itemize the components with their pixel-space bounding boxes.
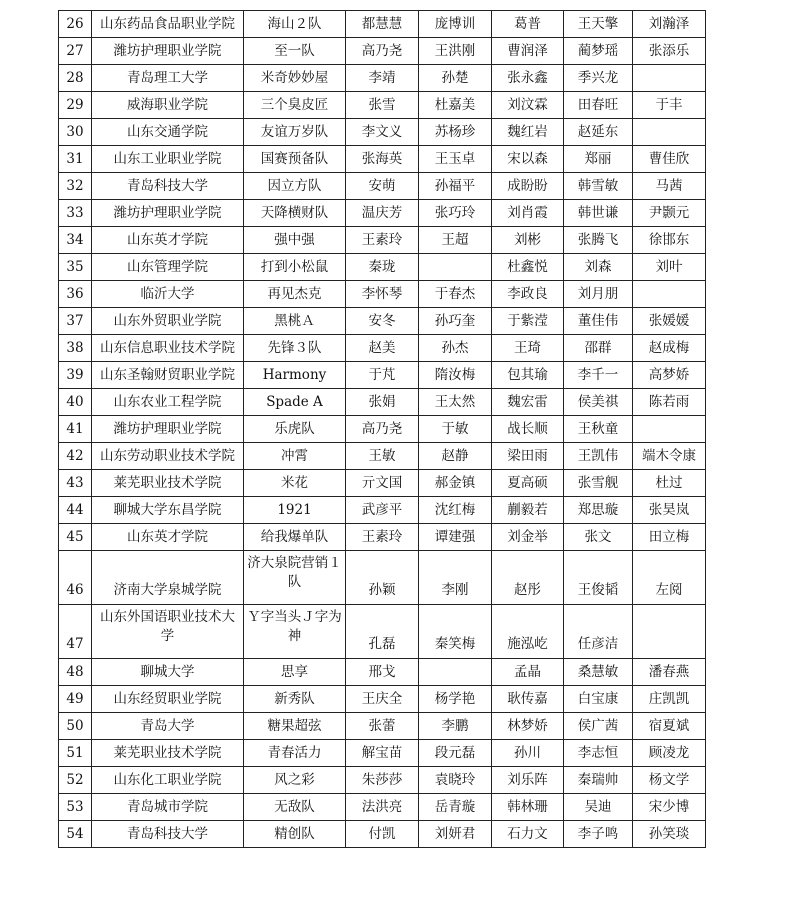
team-name-cell: 因立方队 <box>244 173 346 200</box>
member-4-cell: 刘月朋 <box>564 281 633 308</box>
school-name-cell: 山东劳动职业技术学院 <box>92 443 244 470</box>
member-2-cell: 李鹏 <box>419 713 492 740</box>
table-row <box>59 524 706 551</box>
member-3-cell: 于紫滢 <box>492 308 564 335</box>
member-3-cell: 李政良 <box>492 281 564 308</box>
member-4-cell: 桑慧敏 <box>564 659 633 686</box>
member-5-cell: 宋少博 <box>633 794 706 821</box>
member-4-cell: 董佳伟 <box>564 308 633 335</box>
member-2-cell: 杜嘉美 <box>419 92 492 119</box>
row-number-cell: 54 <box>59 821 92 848</box>
table-row <box>59 254 706 281</box>
team-name-cell: 米花 <box>244 470 346 497</box>
member-1-cell: 赵美 <box>346 335 419 362</box>
row-number-cell: 43 <box>59 470 92 497</box>
member-1-cell: 付凯 <box>346 821 419 848</box>
member-3-cell: 孙川 <box>492 740 564 767</box>
member-1-cell: 王素玲 <box>346 227 419 254</box>
row-number-cell: 35 <box>59 254 92 281</box>
school-name-cell: 山东英才学院 <box>92 524 244 551</box>
school-name-cell: 聊城大学 <box>92 659 244 686</box>
table-row <box>59 173 706 200</box>
member-5-cell: 左阅 <box>633 551 706 605</box>
member-4-cell: 赵延东 <box>564 119 633 146</box>
member-1-cell: 孔磊 <box>346 605 419 659</box>
table-row <box>59 281 706 308</box>
team-name-cell: 风之彩 <box>244 767 346 794</box>
team-name-cell: 先锋３队 <box>244 335 346 362</box>
member-2-cell: 孙楚 <box>419 65 492 92</box>
member-4-cell: 李志恒 <box>564 740 633 767</box>
table-row <box>59 443 706 470</box>
school-name-cell: 山东工业职业学院 <box>92 146 244 173</box>
member-4-cell: 韩雪敏 <box>564 173 633 200</box>
team-name-cell: 冲霄 <box>244 443 346 470</box>
member-1-cell: 张海英 <box>346 146 419 173</box>
member-4-cell: 秦瑞帅 <box>564 767 633 794</box>
school-name-cell: 山东外国语职业技术大学 <box>92 605 244 659</box>
member-3-cell: 夏高硕 <box>492 470 564 497</box>
member-5-cell: 杜过 <box>633 470 706 497</box>
member-3-cell: 杜鑫悦 <box>492 254 564 281</box>
member-2-cell: 刘妍君 <box>419 821 492 848</box>
school-name-cell: 山东外贸职业学院 <box>92 308 244 335</box>
school-name-cell: 潍坊护理职业学院 <box>92 38 244 65</box>
school-name-cell: 山东交通学院 <box>92 119 244 146</box>
member-2-cell: 段元磊 <box>419 740 492 767</box>
member-2-cell: 李刚 <box>419 551 492 605</box>
team-name-cell: 至一队 <box>244 38 346 65</box>
member-4-cell: 郑思璇 <box>564 497 633 524</box>
member-2-cell: 郝金镇 <box>419 470 492 497</box>
member-5-cell <box>633 119 706 146</box>
table-row <box>59 92 706 119</box>
member-1-cell: 李靖 <box>346 65 419 92</box>
member-5-cell: 徐邯东 <box>633 227 706 254</box>
table-row <box>59 335 706 362</box>
team-name-cell: 新秀队 <box>244 686 346 713</box>
row-number-cell: 36 <box>59 281 92 308</box>
team-name-cell: 海山２队 <box>244 11 346 38</box>
member-5-cell: 张添乐 <box>633 38 706 65</box>
member-5-cell: 田立梅 <box>633 524 706 551</box>
member-1-cell: 安萌 <box>346 173 419 200</box>
member-2-cell: 谭建强 <box>419 524 492 551</box>
member-4-cell: 侯广茜 <box>564 713 633 740</box>
row-number-cell: 42 <box>59 443 92 470</box>
team-name-cell: 米奇妙妙屋 <box>244 65 346 92</box>
member-1-cell: 王庆全 <box>346 686 419 713</box>
school-name-cell: 山东化工职业学院 <box>92 767 244 794</box>
table-body <box>59 11 706 848</box>
school-name-cell: 青岛城市学院 <box>92 794 244 821</box>
member-1-cell: 张雪 <box>346 92 419 119</box>
table-row <box>59 497 706 524</box>
member-5-cell: 高梦娇 <box>633 362 706 389</box>
member-2-cell: 袁晓玲 <box>419 767 492 794</box>
member-2-cell: 苏杨珍 <box>419 119 492 146</box>
member-3-cell: 成盼盼 <box>492 173 564 200</box>
member-5-cell <box>633 416 706 443</box>
row-number-cell: 52 <box>59 767 92 794</box>
row-number-cell: 50 <box>59 713 92 740</box>
member-2-cell: 秦笑梅 <box>419 605 492 659</box>
member-3-cell: 魏宏雷 <box>492 389 564 416</box>
team-name-cell: 无敌队 <box>244 794 346 821</box>
member-2-cell: 赵静 <box>419 443 492 470</box>
member-3-cell: 刘乐阵 <box>492 767 564 794</box>
table-row <box>59 119 706 146</box>
member-4-cell: 张腾飞 <box>564 227 633 254</box>
member-1-cell: 孙颖 <box>346 551 419 605</box>
row-number-cell: 27 <box>59 38 92 65</box>
row-number-cell: 26 <box>59 11 92 38</box>
member-1-cell: 高乃尧 <box>346 38 419 65</box>
member-2-cell: 孙福平 <box>419 173 492 200</box>
team-name-cell: 给我爆单队 <box>244 524 346 551</box>
member-1-cell: 法洪亮 <box>346 794 419 821</box>
school-name-cell: 山东信息职业技术学院 <box>92 335 244 362</box>
team-name-cell: 天降横财队 <box>244 200 346 227</box>
team-name-cell: 乐虎队 <box>244 416 346 443</box>
member-5-cell <box>633 281 706 308</box>
school-name-cell: 济南大学泉城学院 <box>92 551 244 605</box>
row-number-cell: 45 <box>59 524 92 551</box>
member-1-cell: 王素玲 <box>346 524 419 551</box>
table-row <box>59 146 706 173</box>
row-number-cell: 40 <box>59 389 92 416</box>
school-name-cell: 山东药品食品职业学院 <box>92 11 244 38</box>
member-3-cell: 刘肖霞 <box>492 200 564 227</box>
team-name-cell: 再见杰克 <box>244 281 346 308</box>
member-5-cell: 刘瀚泽 <box>633 11 706 38</box>
school-name-cell: 临沂大学 <box>92 281 244 308</box>
team-name-cell: Ｙ字当头Ｊ字为神 <box>244 605 346 659</box>
member-5-cell <box>633 65 706 92</box>
row-number-cell: 49 <box>59 686 92 713</box>
school-name-cell: 威海职业学院 <box>92 92 244 119</box>
member-4-cell: 任彦洁 <box>564 605 633 659</box>
member-5-cell: 孙笑琰 <box>633 821 706 848</box>
team-name-cell: 思享 <box>244 659 346 686</box>
team-name-cell: 国赛预备队 <box>244 146 346 173</box>
member-5-cell: 潘春燕 <box>633 659 706 686</box>
member-5-cell: 曹佳欣 <box>633 146 706 173</box>
table-row <box>59 11 706 38</box>
school-name-cell: 青岛科技大学 <box>92 821 244 848</box>
member-5-cell: 顾凌龙 <box>633 740 706 767</box>
member-2-cell: 王洪刚 <box>419 38 492 65</box>
row-number-cell: 33 <box>59 200 92 227</box>
school-name-cell: 莱芜职业技术学院 <box>92 740 244 767</box>
member-5-cell: 马茜 <box>633 173 706 200</box>
member-3-cell: 魏红岩 <box>492 119 564 146</box>
row-number-cell: 46 <box>59 551 92 605</box>
member-5-cell: 宿夏斌 <box>633 713 706 740</box>
member-2-cell: 庞博训 <box>419 11 492 38</box>
row-number-cell: 53 <box>59 794 92 821</box>
table-row <box>59 38 706 65</box>
member-2-cell: 王太然 <box>419 389 492 416</box>
row-number-cell: 44 <box>59 497 92 524</box>
school-name-cell: 聊城大学东昌学院 <box>92 497 244 524</box>
member-5-cell: 端木令康 <box>633 443 706 470</box>
school-name-cell: 青岛理工大学 <box>92 65 244 92</box>
member-4-cell: 张文 <box>564 524 633 551</box>
team-name-cell: Harmony <box>244 362 346 389</box>
team-name-cell: 精创队 <box>244 821 346 848</box>
member-1-cell: 于芃 <box>346 362 419 389</box>
member-5-cell: 陈若雨 <box>633 389 706 416</box>
member-3-cell: 张永鑫 <box>492 65 564 92</box>
school-name-cell: 青岛科技大学 <box>92 173 244 200</box>
team-name-cell: 打到小松鼠 <box>244 254 346 281</box>
row-number-cell: 48 <box>59 659 92 686</box>
member-4-cell: 王秋童 <box>564 416 633 443</box>
team-name-cell: 强中强 <box>244 227 346 254</box>
member-4-cell: 刘森 <box>564 254 633 281</box>
table-row <box>59 362 706 389</box>
member-5-cell: 杨文学 <box>633 767 706 794</box>
row-number-cell: 47 <box>59 605 92 659</box>
table-row <box>59 605 706 659</box>
member-3-cell: 林梦娇 <box>492 713 564 740</box>
member-1-cell: 张娟 <box>346 389 419 416</box>
table-row <box>59 65 706 92</box>
table-row <box>59 713 706 740</box>
member-3-cell: 耿传嘉 <box>492 686 564 713</box>
row-number-cell: 30 <box>59 119 92 146</box>
member-1-cell: 李文义 <box>346 119 419 146</box>
member-3-cell: 曹润泽 <box>492 38 564 65</box>
member-4-cell: 吴迪 <box>564 794 633 821</box>
member-2-cell: 孙杰 <box>419 335 492 362</box>
table-row <box>59 794 706 821</box>
member-5-cell <box>633 605 706 659</box>
team-name-cell: 济大泉院营销１队 <box>244 551 346 605</box>
member-5-cell: 赵成梅 <box>633 335 706 362</box>
table-row <box>59 740 706 767</box>
school-name-cell: 山东圣翰财贸职业学院 <box>92 362 244 389</box>
member-1-cell: 李怀琴 <box>346 281 419 308</box>
row-number-cell: 29 <box>59 92 92 119</box>
member-4-cell: 侯美祺 <box>564 389 633 416</box>
row-number-cell: 31 <box>59 146 92 173</box>
row-number-cell: 41 <box>59 416 92 443</box>
member-3-cell: 王琦 <box>492 335 564 362</box>
team-name-cell: Spade A <box>244 389 346 416</box>
row-number-cell: 28 <box>59 65 92 92</box>
member-2-cell: 张巧玲 <box>419 200 492 227</box>
member-1-cell: 王敏 <box>346 443 419 470</box>
table-row <box>59 416 706 443</box>
member-3-cell: 石力文 <box>492 821 564 848</box>
member-5-cell: 于丰 <box>633 92 706 119</box>
member-5-cell: 张媛媛 <box>633 308 706 335</box>
member-4-cell: 季兴龙 <box>564 65 633 92</box>
member-1-cell: 武彦平 <box>346 497 419 524</box>
table-row <box>59 551 706 605</box>
member-2-cell <box>419 254 492 281</box>
member-5-cell: 张昊岚 <box>633 497 706 524</box>
member-4-cell: 王天擎 <box>564 11 633 38</box>
member-2-cell: 杨学艳 <box>419 686 492 713</box>
member-1-cell: 高乃尧 <box>346 416 419 443</box>
member-4-cell: 李子鸣 <box>564 821 633 848</box>
member-1-cell: 朱莎莎 <box>346 767 419 794</box>
school-name-cell: 山东农业工程学院 <box>92 389 244 416</box>
team-name-cell: 青春活力 <box>244 740 346 767</box>
member-5-cell: 刘叶 <box>633 254 706 281</box>
member-3-cell: 刘金举 <box>492 524 564 551</box>
row-number-cell: 34 <box>59 227 92 254</box>
school-name-cell: 潍坊护理职业学院 <box>92 416 244 443</box>
member-3-cell: 宋以森 <box>492 146 564 173</box>
table-row <box>59 470 706 497</box>
row-number-cell: 37 <box>59 308 92 335</box>
member-3-cell: 包其瑜 <box>492 362 564 389</box>
school-name-cell: 山东经贸职业学院 <box>92 686 244 713</box>
school-name-cell: 莱芜职业技术学院 <box>92 470 244 497</box>
member-4-cell: 邵群 <box>564 335 633 362</box>
member-1-cell: 都慧慧 <box>346 11 419 38</box>
member-2-cell: 于春杰 <box>419 281 492 308</box>
row-number-cell: 39 <box>59 362 92 389</box>
row-number-cell: 51 <box>59 740 92 767</box>
member-3-cell: 战长顺 <box>492 416 564 443</box>
member-4-cell: 田春旺 <box>564 92 633 119</box>
school-name-cell: 潍坊护理职业学院 <box>92 200 244 227</box>
member-2-cell: 岳青璇 <box>419 794 492 821</box>
table-row <box>59 227 706 254</box>
team-name-cell: 友谊万岁队 <box>244 119 346 146</box>
member-3-cell: 刘汶霖 <box>492 92 564 119</box>
member-4-cell: 郑丽 <box>564 146 633 173</box>
member-2-cell: 于敏 <box>419 416 492 443</box>
member-2-cell <box>419 659 492 686</box>
table-row <box>59 686 706 713</box>
member-1-cell: 邢戈 <box>346 659 419 686</box>
member-2-cell: 隋汝梅 <box>419 362 492 389</box>
member-4-cell: 王俊韬 <box>564 551 633 605</box>
team-name-cell: 黑桃Ａ <box>244 308 346 335</box>
team-name-cell: 三个臭皮匠 <box>244 92 346 119</box>
member-4-cell: 王凯伟 <box>564 443 633 470</box>
table-row <box>59 200 706 227</box>
member-1-cell: 秦珑 <box>346 254 419 281</box>
row-number-cell: 32 <box>59 173 92 200</box>
school-name-cell: 山东管理学院 <box>92 254 244 281</box>
school-name-cell: 山东英才学院 <box>92 227 244 254</box>
member-4-cell: 蔺梦瑶 <box>564 38 633 65</box>
member-3-cell: 刘彬 <box>492 227 564 254</box>
member-3-cell: 施泓屹 <box>492 605 564 659</box>
member-3-cell: 梁田雨 <box>492 443 564 470</box>
member-1-cell: 亓文国 <box>346 470 419 497</box>
member-2-cell: 孙巧奎 <box>419 308 492 335</box>
member-2-cell: 王超 <box>419 227 492 254</box>
member-4-cell: 韩世谦 <box>564 200 633 227</box>
table-row <box>59 659 706 686</box>
table-row <box>59 389 706 416</box>
member-2-cell: 王玉卓 <box>419 146 492 173</box>
member-2-cell: 沈红梅 <box>419 497 492 524</box>
member-3-cell: 葛普 <box>492 11 564 38</box>
member-3-cell: 孟晶 <box>492 659 564 686</box>
row-number-cell: 38 <box>59 335 92 362</box>
member-1-cell: 温庆芳 <box>346 200 419 227</box>
member-3-cell: 蒯毅若 <box>492 497 564 524</box>
member-5-cell: 尹颢元 <box>633 200 706 227</box>
table-row <box>59 308 706 335</box>
member-1-cell: 张蕾 <box>346 713 419 740</box>
member-3-cell: 韩林珊 <box>492 794 564 821</box>
school-name-cell: 青岛大学 <box>92 713 244 740</box>
member-4-cell: 李千一 <box>564 362 633 389</box>
member-1-cell: 安冬 <box>346 308 419 335</box>
member-5-cell: 庄凯凯 <box>633 686 706 713</box>
member-1-cell: 解宝苗 <box>346 740 419 767</box>
team-name-cell: 糖果超弦 <box>244 713 346 740</box>
team-roster-table <box>58 10 706 848</box>
member-4-cell: 张雪舰 <box>564 470 633 497</box>
member-4-cell: 白宝康 <box>564 686 633 713</box>
table-row <box>59 821 706 848</box>
team-name-cell: 1921 <box>244 497 346 524</box>
table-row <box>59 767 706 794</box>
member-3-cell: 赵彤 <box>492 551 564 605</box>
